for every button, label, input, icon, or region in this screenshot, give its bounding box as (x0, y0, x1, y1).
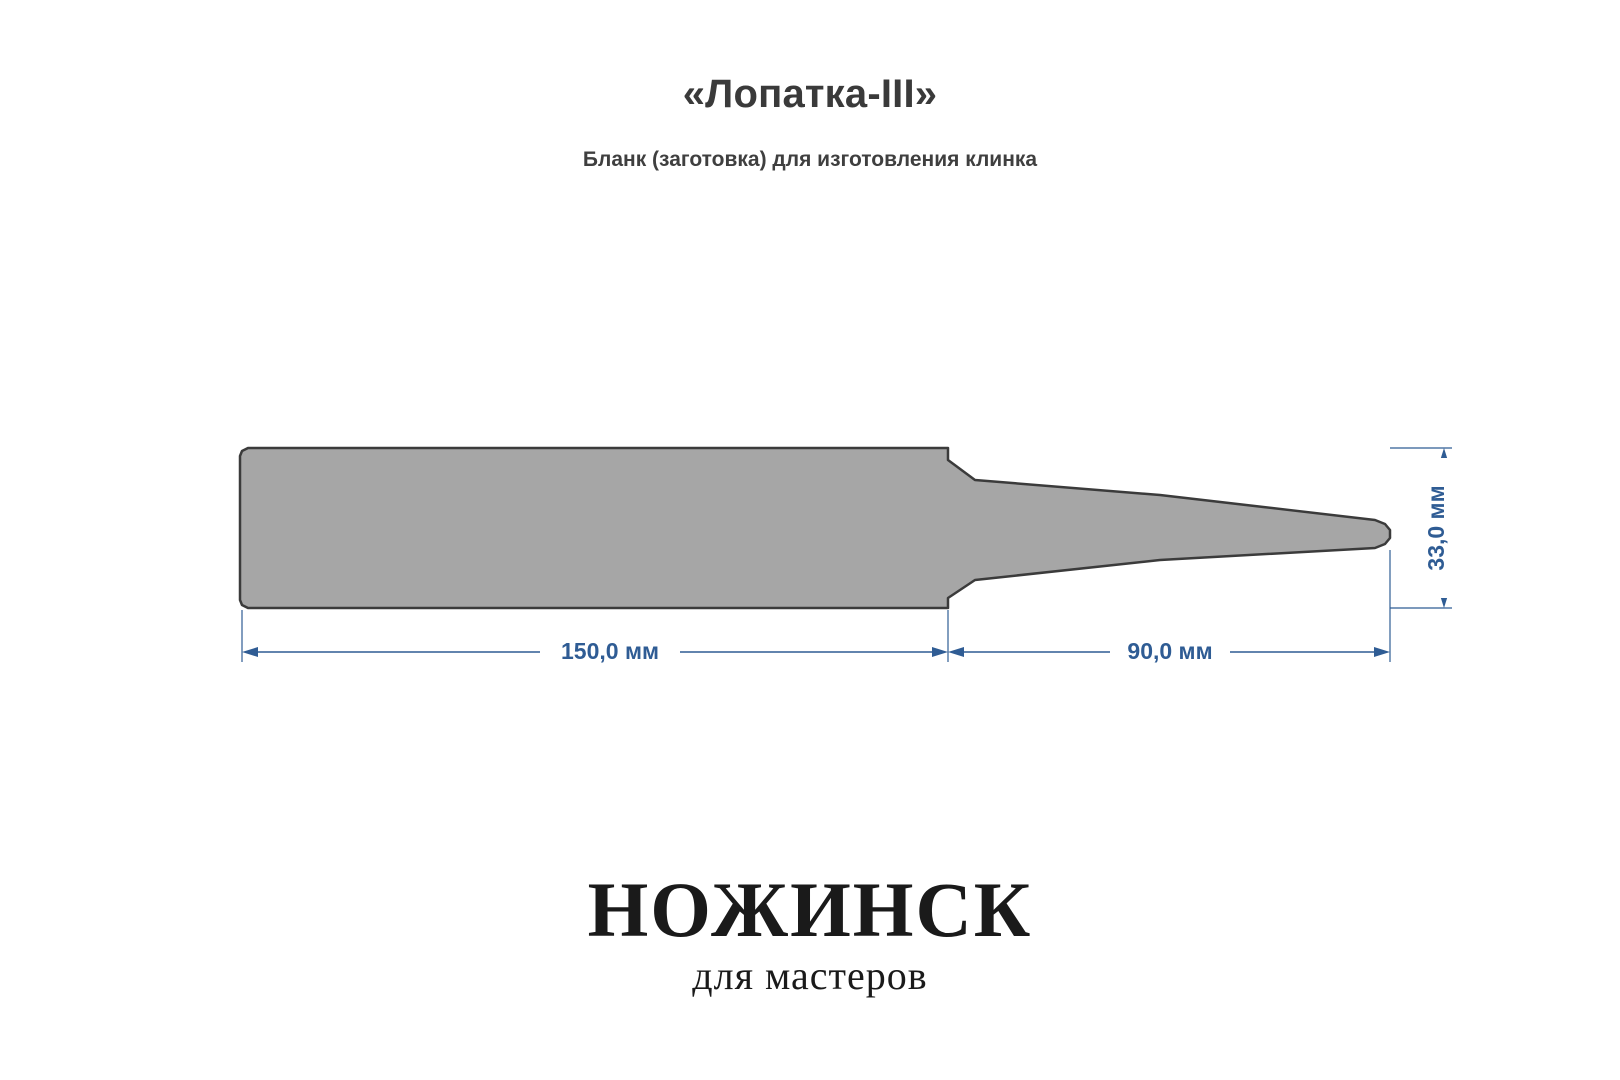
dimension-blade (948, 638, 1390, 666)
page-subtitle: Бланк (заготовка) для изготовления клинка (582, 148, 1038, 171)
dimension-height-label: 33,0 мм (1423, 485, 1449, 571)
page-title: «Лопатка-III» (682, 72, 938, 116)
blank-drawing (0, 400, 1620, 700)
dimension-handle-label: 150,0 мм (561, 638, 659, 664)
brand-logo (0, 866, 1620, 999)
brand-tagline: для мастеров (692, 952, 928, 998)
technical-drawing-svg (0, 400, 1620, 700)
dimension-height (1423, 448, 1458, 608)
blank-outline (240, 448, 1390, 608)
dimension-handle (242, 638, 948, 666)
brand-name: НОЖИНСК (587, 866, 1033, 953)
dimension-blade-label: 90,0 мм (1127, 638, 1213, 664)
